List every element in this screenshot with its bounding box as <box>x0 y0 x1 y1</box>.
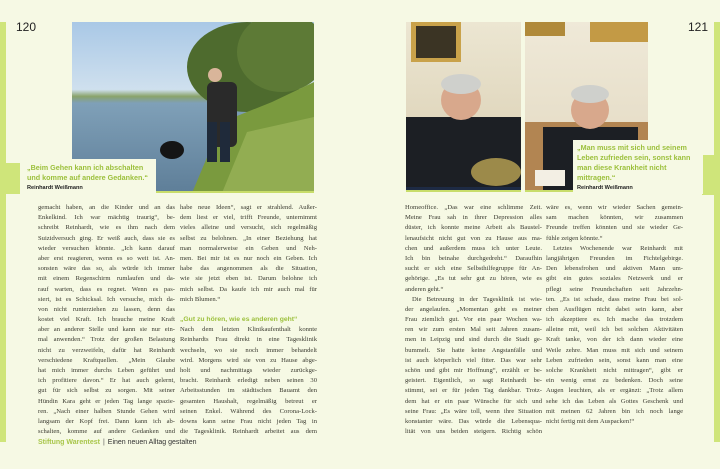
text-line: schön und gibt mir Hoffnung“, erzählt er be- <box>405 367 542 374</box>
text-line: chen Ausflügen nicht dabei sein kann, aber <box>546 305 683 313</box>
text-line: men. Bei mir ist es nur noch ein Geben. Ich <box>180 254 317 262</box>
text-line: man normalerweise ein Geben und Neh- <box>180 244 317 252</box>
text-line: seinen Enkel. Während des Corona-Lock- <box>180 407 317 415</box>
text-line: pflegt seine Freundschaften seit Jahrzehn- <box>546 285 683 293</box>
text-line: ren wir zum ersten Mal seit Jahren zusam- <box>405 326 542 334</box>
text-line: rauf warten, dass es regnet. Wenn es pas- <box>38 285 175 293</box>
caption-author: Reinhardt Weißmann <box>27 185 83 191</box>
text-line: mal anwenden.“ Trotz der großen Belastung <box>38 336 175 344</box>
text-line: die Tagesklinik. Reinhardt arbeitet aus dem <box>180 428 317 436</box>
text-line: Nach dem letzten Klinikaufenthalt konnte <box>180 326 317 334</box>
caption-quote: „Beim Gehen kann ich abschalten und komme auf andere Gedanken.“ <box>27 163 149 182</box>
text-line: wechseln, wo sie noch immer behandelt <box>180 346 317 354</box>
text-column-left-1 <box>38 203 175 437</box>
text-line: gehörige. „Es tut sehr gut zu hören, wie es <box>405 275 542 283</box>
left-edge-bar <box>0 22 6 442</box>
text-line: düster, ich konnte meine Arbeit als Baustel- <box>405 224 542 232</box>
text-line: Weile zehre. Man muss mit sich und seinem <box>546 346 683 354</box>
paragraph <box>405 295 542 438</box>
text-line: konstanter wäre. Das würde die Lebensqua- <box>405 417 542 425</box>
right-edge-tab <box>702 155 720 195</box>
paragraph <box>405 203 542 295</box>
text-line: holt und nachmittags wieder zurückge- <box>180 367 317 374</box>
text-line: aber an anderer Stelle und kann sie nur ein- <box>38 326 175 334</box>
text-line: alleine mit, weil ich bei solchen Aktivitäten <box>546 326 683 334</box>
text-line: nicht zu verzweifeln, dafür hat Reinhardt <box>38 346 175 354</box>
photo-caption-right <box>573 140 703 194</box>
paragraph <box>546 244 683 427</box>
photo-caption-left <box>20 159 156 194</box>
text-line: schreibt Reinhardt, wie es ihm nach dem <box>38 224 175 232</box>
paragraph <box>180 203 317 305</box>
text-line: habe neue Ideen“, sagt er strahlend. Außer- <box>180 204 317 211</box>
paragraph <box>180 325 317 437</box>
text-line: vieles alleine und versucht, sich regelmäßig <box>180 224 317 232</box>
text-line: wäre es, wenn wir wieder Sachen gemein- <box>546 204 683 211</box>
text-line: lität von uns beiden steigern. Richtig schön <box>405 428 542 436</box>
text-line: ist auch körperlich viel fitter. Das war sehr <box>405 356 542 364</box>
text-line: sehe ich das Leben als Gottes Geschenk und <box>546 397 683 405</box>
text-line: Arbeitsstunden im städtischen Bauamt den <box>180 387 317 395</box>
text-line: downs kann seine Frau nicht jeden Tag in <box>180 417 317 425</box>
text-line: fühle zeigen könnte.“ <box>546 234 603 242</box>
text-line: solche Krankheit nicht mittragen“, gibt er <box>546 367 683 374</box>
text-line: Kraft tanke, von der ich dann wieder eine <box>546 336 683 344</box>
text-line: ren. „Nach einer halben Stunde Gehen wird <box>38 407 175 415</box>
text-line: mit einem Regenschirm rumlaufen und da- <box>38 275 175 283</box>
caption-author: Reinhardt Weißmann <box>577 185 633 191</box>
text-line: siert, ist es Schicksal. Ich versuche, mich da- <box>38 295 175 303</box>
footer-brand: Stiftung Warentest <box>38 439 100 446</box>
text-line: seine Frau: „Es wäre toll, wenn ihre Situation <box>405 407 542 415</box>
text-line: bracht. Reinhardt erledigt neben seinen 30 <box>180 377 317 385</box>
text-line: Letztes Wochenende war Reinhardt mit <box>553 244 683 252</box>
text-line: dem hat er ein paar Wünsche für sich und <box>405 397 542 405</box>
text-line: wird. Morgens wird sie von zu Hause abge- <box>180 356 317 364</box>
left-edge-tab <box>0 163 20 194</box>
section-heading: „Gut zu hören, wie es anderen geht“ <box>180 316 298 324</box>
page-number-left: 120 <box>16 20 37 34</box>
text-line: der angelaufen. „Momentan geht es meiner <box>405 305 542 313</box>
text-line: Hündin Kara geht er jeden Tag lange spazie- <box>38 397 175 405</box>
text-line: gemacht haben, an die Kinder und an das <box>38 204 175 211</box>
caption-quote: „Man muss mit sich und seinem Leben zufrieden sein, sonst kann man diese Krankheit nicht mittragen.“ <box>577 143 691 182</box>
text-line: ich profitiere davon.“ Er hat auch gelernt, <box>38 377 175 385</box>
text-line: sonsten wäre das so, als würde ich immer <box>38 265 175 273</box>
text-line: mich selbst. Da kaufe ich mir auch mal für <box>180 285 317 293</box>
text-line: Ich bin beinahe durchgedreht.“ Daraufhin <box>405 254 542 262</box>
paragraph <box>38 203 175 437</box>
paragraph <box>546 203 683 244</box>
text-line: Augen leuchten, als er ergänzt: „Trotz allem <box>546 387 683 395</box>
text-line: sam machen könnten, wir zusammen <box>546 214 683 222</box>
text-line: Homeoffice. „Das war eine schlimme Zeit. <box>405 204 542 211</box>
text-line: mich Blumen.“ <box>180 295 221 303</box>
photo-singing-bowl <box>406 22 521 192</box>
text-line: lenaufsicht nicht gut von zu Hause aus ma- <box>405 234 542 242</box>
text-line: ich akzeptiere es. Ich mache das trotzdem <box>546 316 683 324</box>
text-line: dem liest er viel, trifft Freunde, unternimmt <box>180 214 317 222</box>
text-line: stimmt, sei er für jeden Tag dankbar. Trotz- <box>405 387 542 395</box>
text-line: wie sie jetzt eben ist. Darum belohne ich <box>180 275 317 283</box>
page-number-right: 121 <box>688 20 709 34</box>
text-line: aber erst reagieren, wenn es so weit ist. An- <box>38 254 175 262</box>
text-line: mit meinen 62 Jahren bin ich noch lange <box>546 407 683 415</box>
text-line: selbst zu belohnen. „In einer Beziehung hat <box>180 234 317 242</box>
text-line: Den lebensfrohen und aktiven Mann um- <box>546 265 683 273</box>
text-line: verschiedene Kraftquellen. „Mein Glaube <box>38 356 175 364</box>
text-line: habe das angenommen als die Situation, <box>180 265 317 273</box>
text-line: Frau ziemlich gut. Vor ein paar Wochen wa- <box>405 316 542 324</box>
text-line: langsam der Kopf frei. Dann kann ich ab- <box>38 417 175 425</box>
text-column-right-1 <box>405 203 542 437</box>
text-line: sucht er sich eine Selbsthilfegruppe für An- <box>405 265 542 273</box>
text-line: ein wenig ernst zu bedenken. Doch seine <box>546 377 683 385</box>
bowl-scene-illustration <box>406 22 521 192</box>
text-line: bummelt. Sie hatte keine Angstanfälle und <box>405 346 542 354</box>
text-line: gesamten Haushalt, regelmäßig betreut er <box>180 397 317 405</box>
text-line: Meine Frau sah in ihrer Depression alles <box>405 214 542 222</box>
text-column-left-2 <box>180 203 317 437</box>
text-line: ten. „Es ist schade, dass meine Frau bei sol- <box>546 295 683 303</box>
text-line: nicht fertig mit dem Auspacken!“ <box>546 417 635 425</box>
text-line: chen und außerdem muss ich unter Leute. <box>405 244 542 252</box>
text-line: wieder versuchen könnte. „Ich kann darauf <box>38 244 175 252</box>
text-column-right-2 <box>546 203 683 427</box>
text-line: langjährigen Freunden im Fichtelgebirge. <box>546 254 683 262</box>
page-footer <box>38 439 197 446</box>
text-line: Enkelkind. Ich war mächtig traurig“, be- <box>38 214 175 222</box>
text-line: Suizidversuch ging. Er weiß auch, dass sie es <box>38 234 175 242</box>
text-line: kostet viel Kraft. Ich brauche meine Kraft <box>38 316 175 324</box>
text-line: Freunde treffen könnten und sie wieder Ge- <box>546 224 683 232</box>
text-line: gut für sich selbst zu sorgen. Mit seiner <box>38 387 175 395</box>
footer-separator: | <box>102 439 105 446</box>
text-line: gibt ein gutes soziales Netzwerk und er <box>546 275 683 283</box>
text-line: men in Leipzig und sind durch die Stadt ge- <box>405 336 542 344</box>
right-edge-bar <box>714 22 720 442</box>
footer-book-title: Einen neuen Alltag gestalten <box>107 439 197 446</box>
text-line: Leben zufrieden sein, sonst kann man eine <box>546 356 683 364</box>
text-line: schalten, komme auf andere Gedanken und <box>38 428 175 436</box>
text-line: Die Betreuung in der Tagesklinik ist wie- <box>412 295 542 303</box>
text-line: hat mich immer durchs Leben geführt und <box>38 367 175 374</box>
text-line: anderen geht.“ <box>405 285 444 293</box>
text-line: geistert. Eigentlich, so sagt Reinhardt be- <box>405 377 542 385</box>
text-line: von nicht runterziehen zu lassen, denn das <box>38 305 175 313</box>
text-line: Reinhardts Frau direkt in eine Tagesklinik <box>180 336 317 344</box>
